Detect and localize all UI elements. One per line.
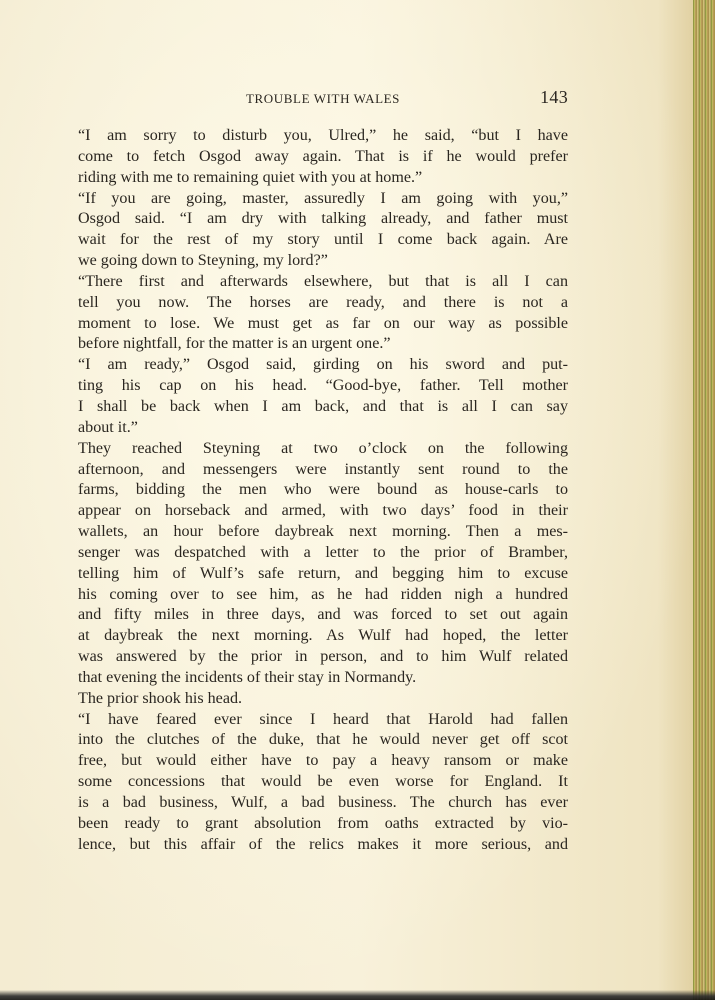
text-line: “I am ready,” Osgod said, girding on his sword and put- [78,356,568,374]
text-line: “I have feared ever since I heard that Harold had fallen [78,710,568,728]
bottom-shadow [0,990,715,1000]
text-line: and fifty miles in three days, and was forced to set out again [78,606,568,624]
text-line: lence, but this affair of the relics makes it more serious, and [78,835,568,853]
text-line: riding with me to remaining quiet with you at home.” [78,168,423,186]
text-line: wait for the rest of my story until I come back again. Are [78,231,568,249]
page-number: 143 [540,87,568,107]
text-line: was answered by the prior in person, and to him Wulf related [78,648,568,666]
text-line: appear on horseback and armed, with two days’ food in their [78,502,568,520]
text-line: that evening the incidents of their stay in Normandy. [78,668,417,686]
text-line: “If you are going, master, assuredly I am going with you,” [78,189,568,207]
text-line: Osgod said. “I am dry with talking already, and father must [78,210,568,228]
body-text [78,126,568,856]
text-line: been ready to grant absolution from oaths extracted by vio- [78,814,568,832]
text-line: The prior shook his head. [78,689,243,707]
text-line: wallets, an hour before daybreak next morning. Then a mes- [78,523,568,541]
text-line: farms, bidding the men who were bound as house-carls to [78,481,568,499]
text-line: is a bad business, Wulf, a bad business. The church has ever [78,794,568,811]
text-line: “There first and afterwards elsewhere, but that is all I can [78,272,568,290]
text-line: senger was despatched with a letter to the prior of Bramber, [78,543,568,561]
text-line: afternoon, and messengers were instantly sent round to the [78,460,568,478]
text-line: we going down to Steyning, my lord?” [78,252,328,270]
text-line: some concessions that would be even worse for England. It [78,773,568,791]
running-title: TROUBLE WITH WALES [245,91,401,106]
text-line: They reached Steyning at two o’clock on the following [78,439,568,457]
text-line: come to fetch Osgod away again. That is if he would prefer [78,147,568,165]
text-line: “I am sorry to disturb you, Ulred,” he said, “but I have [78,127,568,144]
text-line: his coming over to see him, as he had ridden nigh a hundred [78,585,568,603]
text-line: telling him of Wulf’s safe return, and begging him to excuse [78,564,568,582]
text-line: moment to lose. We must get as far on our way as possible [78,314,568,332]
text-line: at daybreak the next morning. As Wulf had hoped, the letter [78,627,568,645]
text-line: tell you now. The horses are ready, and there is not a [78,293,568,311]
running-head [78,89,568,111]
text-line: ting his cap on his head. “Good-bye, father. Tell mother [78,377,568,395]
text-line: I shall be back when I am back, and that is all I can say [78,397,568,415]
text-line: before nightfall, for the matter is an urgent one.” [78,335,391,353]
text-line: about it.” [78,418,138,436]
page-edge-stack [693,0,715,1000]
text-line: into the clutches of the duke, that he would never get off scot [78,731,568,749]
text-line: free, but would either have to pay a heavy ransom or make [78,752,568,770]
